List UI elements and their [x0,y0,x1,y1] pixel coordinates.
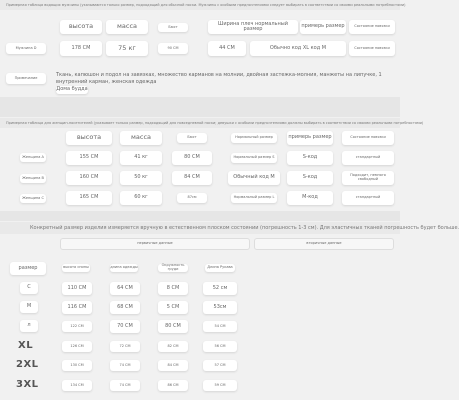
s3-row4-v3: 56 СМ [203,341,237,352]
s3-row3-v2: 80 СМ [158,320,188,333]
s2-row2-height: 160 СМ [66,171,112,185]
s3-row4-v1: 72 СМ [110,341,140,352]
s2-header-weight: масса [120,131,162,145]
s1-remark-text2: Дома будда [56,86,88,93]
s3-header-length: длина одежды [110,264,138,272]
s3-row2-size: M [20,301,38,313]
section2-note: Примерная таблица для женщин-посетителей (указывает только размер, подходящий для повседневной носки; девушки с особыми предпочтениями должны выбирать в соответствии со своими реальными потребностями) [6,121,424,125]
s2-header-normal: Нормальный размер [231,133,277,143]
s3-header-sleeve: Длина Рукава [205,264,235,272]
s3-row1-v2: 8 СМ [158,282,188,295]
s3-row5-size: 2XL [16,359,39,370]
s1-cell-fit-size: Обычно код XL код M [250,41,346,56]
s3-row6-v0: 134 СМ [62,380,92,391]
s2-row3-normal: Нормальный размер L [231,193,277,203]
section3-note: Конкретный размер изделия измеряется вручную в естественном плоском состоянии (погрешность 1-3 см). Для эластичных тканей погрешность будет больше. [30,225,459,231]
s3-header-back-height: высота спины [62,264,90,272]
s3-group-primary: первичные данные [60,238,250,250]
s2-row1-fit-size: S-код [287,151,333,165]
s1-cell-weight: 75 кг [106,41,148,56]
s3-row5-v3: 57 СМ [203,360,237,371]
section-separator-1 [0,97,400,117]
s3-row4-v0: 126 СМ [62,341,92,352]
s1-header-shoulder: Ширина плеч нормальный размер [208,20,298,34]
s2-row2-weight: 50 кг [120,171,162,185]
s3-row6-v1: 74 СМ [110,380,140,391]
s3-row1-v0: 110 СМ [62,282,92,295]
s2-row2-label: Женщина B [20,174,46,183]
s3-row5-v1: 74 СМ [110,360,140,371]
s2-header-fit-size: примерь размер [287,131,333,145]
s3-row2-v2: 5 СМ [158,301,188,314]
s1-header-fit-size: примерь размер [300,20,346,34]
s3-row4-v2: 82 СМ [158,341,188,352]
s2-row2-normal: Обычный код M [228,171,280,185]
s2-row1-weight: 41 кг [120,151,162,165]
s1-cell-bust: 90 СМ [158,43,188,54]
s1-cell-condition: Состояние повязки [349,41,395,56]
s2-row1-height: 155 СМ [66,151,112,165]
s3-row5-v2: 84 СМ [158,360,188,371]
s2-row1-label: Женщина A [20,153,46,162]
s1-header-condition: Состояние повязки [349,20,395,34]
s2-row3-fit-size: М-код [287,191,333,205]
s3-row6-size: 3XL [16,379,39,390]
s1-remark-text: Ткань, капюшон и подол на завязках, множество карманов на молнии, двойная застежка-молния, манжеты на липучке, 1 внутренний карман, женская одежда [56,72,382,85]
s3-header-size: размер [10,262,46,275]
s3-row3-v3: 54 СМ [203,321,237,332]
section-separator-2 [0,211,400,221]
s2-row3-bust: 87см [177,193,207,203]
s2-row3-weight: 60 кг [120,191,162,205]
s2-row2-condition: Подходит, немного свободный [342,171,394,185]
s1-header-weight: масса [106,20,148,34]
s3-row1-v3: 52 см [203,282,237,295]
s2-header-condition: Состояние повязки [342,131,394,145]
s2-header-height: высота [66,131,112,145]
s2-row1-condition: стандартный [342,151,394,165]
s3-group-secondary: вторичные данные [254,238,394,250]
s3-row5-v0: 130 СМ [62,360,92,371]
s1-cell-shoulder: 44 СМ [208,41,246,56]
section1-note: Примерная таблица водящих мужчины (указываются только размер, подходящий для обычной носки. Мужчины с особыми предпочтениями следует выбирать в соответствии со своими реальными потребностями) [6,3,406,7]
s3-row2-v3: 53см [203,301,237,314]
s1-row-label: Мужчина D [6,43,46,54]
s2-row3-height: 165 СМ [66,191,112,205]
s3-row6-v2: 86 СМ [158,380,188,391]
s3-row3-v1: 70 СМ [110,320,140,333]
s1-header-bust: Бюст [158,23,188,32]
s2-header-bust: Бюст [177,133,207,143]
s2-row1-normal: Нормальный размер S [231,153,277,163]
s1-header-height: высота [60,20,102,34]
s3-row3-size: л [20,320,38,332]
s2-row3-condition: стандартный [342,191,394,205]
s3-header-chest: Окружность груди [158,264,188,272]
s1-cell-height: 178 СМ [60,41,102,56]
s3-row4-size: XL [18,340,34,351]
s2-row2-fit-size: S-код [287,171,333,185]
s1-remark-label: Примечание [6,73,46,84]
s2-row3-label: Женщина C [20,194,46,203]
s2-row2-bust: 84 СМ [172,171,212,185]
s3-row1-size: С [20,282,38,294]
s2-row1-bust: 80 СМ [172,151,212,165]
s3-row2-v1: 68 СМ [110,301,140,314]
s3-row1-v1: 64 СМ [110,282,140,295]
s3-row6-v3: 59 СМ [203,380,237,391]
s3-row2-v0: 116 СМ [62,301,92,314]
s3-row3-v0: 122 СМ [62,321,92,332]
